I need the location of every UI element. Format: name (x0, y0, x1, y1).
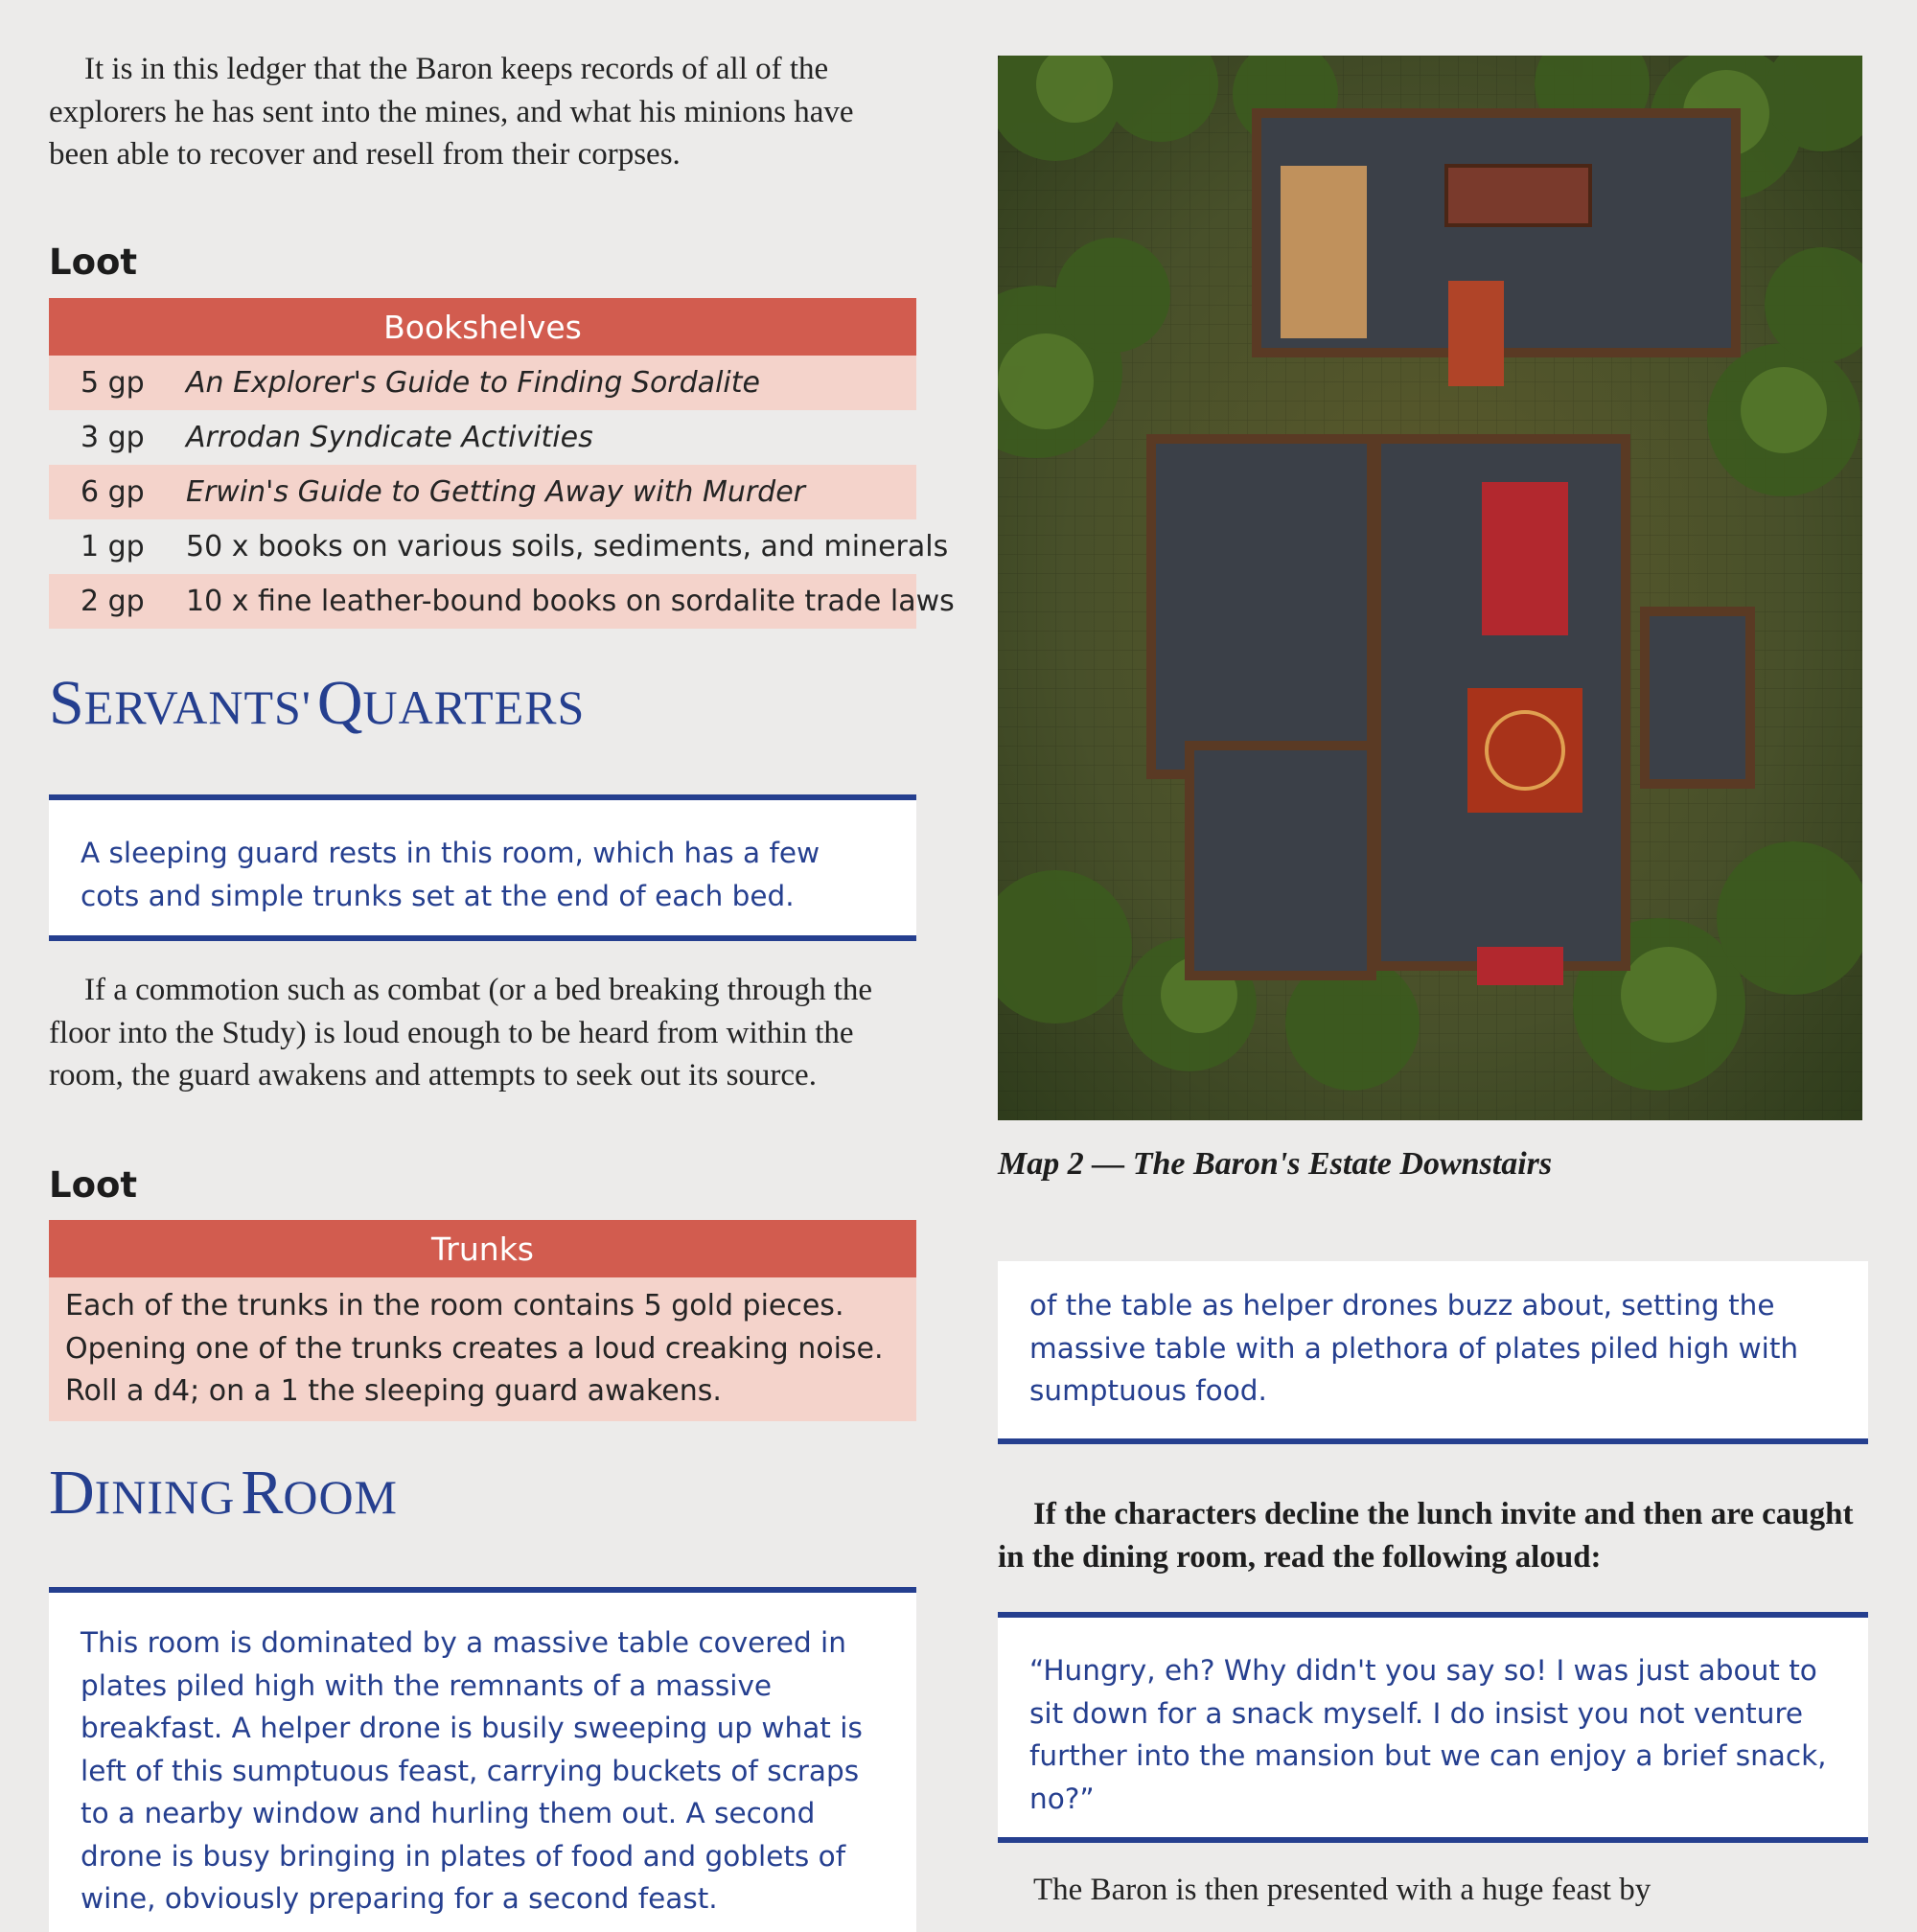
table-title: Bookshelves (49, 298, 916, 356)
table-row (49, 465, 916, 519)
trunks-loot-table (49, 1220, 916, 1421)
estate-map (998, 56, 1862, 1120)
estate-map-image (998, 56, 1862, 1120)
map-caption: Map 2 — The Baron's Estate Downstairs (998, 1146, 1553, 1182)
ledger-paragraph: It is in this ledger that the Baron keeps records of all of the explorers he has sent into the mines, and what his minions have been able to recover and resell from their corpses. (49, 52, 854, 172)
bookshelves-loot-table (49, 298, 955, 629)
read-aloud-box (49, 794, 916, 941)
item-value: 5 gp (81, 366, 145, 400)
table-title: Trunks (49, 1220, 916, 1277)
read-aloud-box (998, 1612, 1868, 1843)
section-title-servants-quarters: SERVANTS' QUARTERS (49, 668, 586, 738)
item-name: An Explorer's Guide to Finding Sordalite (186, 366, 760, 400)
read-aloud-text: of the table as helper drones buzz about, setting the massive table with a plethora of plates piled high with sumptuous food. (1029, 1289, 1799, 1407)
item-value: 6 gp (81, 475, 145, 509)
servants-paragraph: If a commotion such as combat (or a bed breaking through the floor into the Study) is loud enough to be heard from within the room, the guard awakens and attempts to seek out its source. (49, 973, 873, 1092)
item-name: 50 x books on various soils, sediments, and minerals (186, 530, 949, 564)
table-row (49, 574, 955, 629)
read-aloud-text: A sleeping guard rests in this room, which has a few cots and simple trunks set at the end of each bed. (81, 837, 820, 912)
item-name: Erwin's Guide to Getting Away with Murder (186, 475, 806, 509)
item-value: 2 gp (81, 585, 145, 618)
item-value: 3 gp (81, 421, 145, 454)
loot-heading: Loot (49, 242, 138, 283)
item-value: 1 gp (81, 530, 145, 564)
table-row (49, 519, 949, 574)
final-paragraph: The Baron is then presented with a huge feast by (1033, 1873, 1651, 1907)
read-aloud-box (49, 1587, 916, 1932)
item-name: 10 x fine leather-bound books on sordalite trade laws (186, 585, 955, 618)
item-name: Arrodan Syndicate Activities (186, 421, 593, 454)
table-row (49, 356, 916, 410)
read-aloud-text: This room is dominated by a massive table covered in plates piled high with the remnants of a massive breakfast. A helper drone is busily sweeping up what is left of this sumptuous feast, carrying buckets of scraps to a nearby window and hurling them out. A second drone is busy bringing in plates of food and goblets of wine, obviously preparing for a second feast. (81, 1626, 863, 1915)
decline-instruction: If the characters decline the lunch invite and then are caught in the dining room, read the following aloud: (998, 1497, 1854, 1575)
loot-heading: Loot (49, 1164, 138, 1206)
section-title-dining-room: DINING ROOM (49, 1458, 399, 1528)
table-row (49, 410, 916, 465)
trunks-description: Each of the trunks in the room contains 5 gold pieces. Opening one of the trunks creates a loud creaking noise. Roll a d4; on a 1 the sleeping guard awakens. (49, 1277, 916, 1421)
baron-quote: “Hungry, eh? Why didn't you say so! I was just about to sit down for a snack myself. I do insist you not venture further into the mansion but we can enjoy a brief snack, no?” (1029, 1654, 1827, 1815)
read-aloud-box (998, 1261, 1868, 1444)
